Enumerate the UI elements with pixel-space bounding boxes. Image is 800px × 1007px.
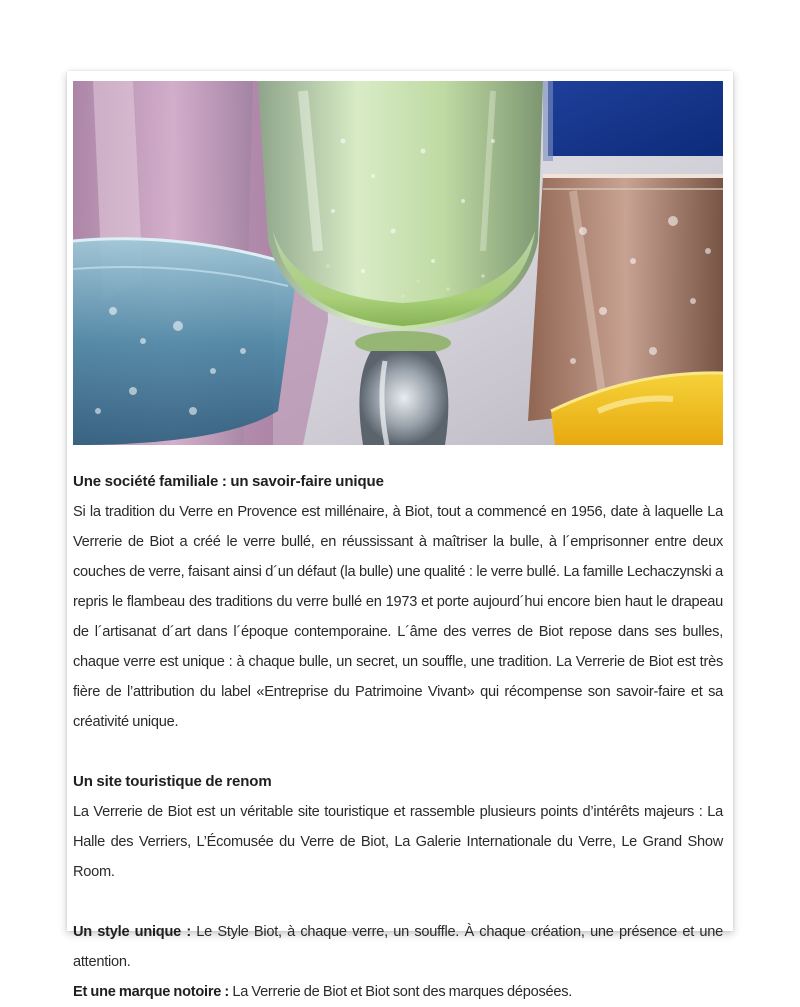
- style-lead: Un style unique :: [73, 924, 191, 940]
- hero-image: [73, 81, 723, 445]
- brand-lead: Et une marque notoire :: [73, 984, 230, 1000]
- article-card: [67, 71, 733, 1000]
- brand-text: La Verrerie de Biot et Biot sont des marques déposées.: [229, 984, 573, 1000]
- style-paragraph: [73, 917, 723, 977]
- article-content: [73, 467, 723, 1007]
- section-heading-family: Une société familiale : un savoir-faire unique: [73, 473, 384, 490]
- spacer: [73, 887, 723, 917]
- section-body-family: Si la tradition du Verre en Provence est millénaire, à Biot, tout a commencé en 1956, date à laquelle La Verrerie de Biot a créé le verre bullé, en réussissant à maîtriser la bulle, à l´emprisonner entre deux couches de verre, faisant ainsi d´un défaut (la bulle) une qualité : le verre bullé. La famille Lechaczynski a repris le flambeau des traditions du verre bullé en 1973 et porte aujourd´hui encore bien haut le drapeau de l´artisanat d´art dans l´époque contemporaine. L´âme des verres de Biot repose dans ses bulles, chaque verre est unique : à chaque bulle, un secret, un souffle, une tradition. La Verrerie de Biot est très fière de l’attribution du label «Entreprise du Patrimoine Vivant» qui récompense son savoir-faire et sa créativité unique.: [73, 504, 723, 730]
- brand-paragraph: [73, 977, 723, 1007]
- section-body-tourism: La Verrerie de Biot est un véritable site touristique et rassemble plusieurs points d’intérêts majeurs : La Halle des Verriers, L’Écomusée du Verre de Biot, La Galerie Internationale du Verre, Le Grand Show Room.: [73, 804, 723, 880]
- section-heading-tourism: Un site touristique de renom: [73, 773, 272, 790]
- spacer: [73, 737, 723, 767]
- bubble-glassware-photo: [73, 81, 723, 445]
- style-text: Le Style Biot, à chaque verre, un souffle. À chaque création, une présence et une attention.: [73, 924, 723, 970]
